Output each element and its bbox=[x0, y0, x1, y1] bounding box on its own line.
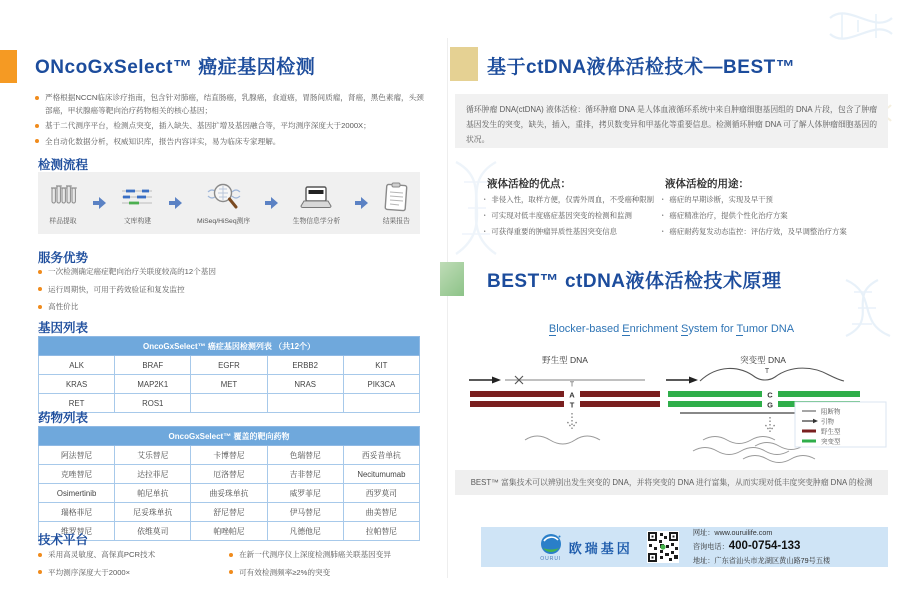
table-row bbox=[39, 394, 420, 413]
list-item bbox=[229, 567, 438, 580]
ourui-logo-icon bbox=[539, 532, 563, 556]
wild-type-label: 野生型 DNA bbox=[542, 355, 588, 365]
uses-text: 癌症耐药复发动态监控：评估疗效，及早调整治疗方案 bbox=[669, 226, 847, 236]
wild-product-wave bbox=[525, 436, 600, 444]
arrow-right-icon bbox=[93, 197, 106, 209]
process-flow-box bbox=[38, 172, 420, 234]
website-label: 网址： bbox=[692, 527, 715, 537]
dotted-down-arrow-icon bbox=[568, 413, 577, 429]
process-step-label: 生物信息学分析 bbox=[292, 217, 341, 225]
list-item bbox=[38, 284, 418, 297]
process-step bbox=[120, 182, 154, 225]
list-item bbox=[481, 192, 659, 208]
bullet-icon: ・ bbox=[659, 210, 667, 220]
uses-list bbox=[659, 192, 884, 240]
process-step-label: 文库构建 bbox=[123, 217, 152, 225]
pros-list bbox=[481, 192, 659, 240]
gene-cell: KIT bbox=[343, 356, 419, 375]
sample-tubes-icon bbox=[48, 182, 78, 212]
platform-text: 可有效检测频率≥2%的突变 bbox=[239, 567, 331, 577]
dotted-down-arrow-icon bbox=[766, 417, 775, 432]
company-name: 欧瑞基因 bbox=[568, 540, 633, 556]
dna-watermark-icon bbox=[828, 6, 894, 58]
primer-arrow-icon bbox=[469, 377, 501, 384]
gene-cell: ALK bbox=[39, 356, 115, 375]
table-row bbox=[39, 465, 420, 484]
table-row bbox=[39, 375, 420, 394]
bullet-icon bbox=[38, 570, 42, 574]
drug-cell: 帕唑帕尼 bbox=[191, 522, 267, 541]
gene-cell bbox=[343, 394, 419, 413]
address-value: 广东省汕头市龙湖区黄山路79号五楼 bbox=[714, 555, 831, 565]
drug-cell: 吉非替尼 bbox=[267, 465, 343, 484]
drug-table bbox=[38, 426, 420, 541]
qr-code bbox=[647, 531, 679, 563]
process-step-label: 结果报告 bbox=[382, 217, 410, 225]
drug-cell: 达拉菲尼 bbox=[115, 465, 191, 484]
legend-label: 野生型 bbox=[821, 428, 841, 436]
table-row bbox=[39, 484, 420, 503]
ctdna-description-box: 循环肿瘤 DNA(ctDNA) 液体活检：循环肿瘤 DNA 是人体血液循环系统中来自肿瘤细胞基因组的 DNA 片段，包含了肿瘤基因发生的突变，缺失，插入，重排，拷贝数变异和甲基化等重要信息。检测循环肿瘤 DNA 可了解人体肿瘤细胞基因的状况。 bbox=[455, 94, 888, 148]
principle-title: BEST™ ctDNA液体活检技术原理 bbox=[487, 271, 782, 292]
gene-table bbox=[38, 336, 420, 413]
bullet-icon bbox=[35, 124, 39, 128]
gene-cell: BRAF bbox=[115, 356, 191, 375]
bullet-icon bbox=[38, 305, 42, 309]
website-value: www.ouruilife.com bbox=[714, 527, 773, 537]
library-fragments-icon bbox=[120, 182, 154, 212]
bullet-icon: ・ bbox=[659, 226, 667, 236]
principle-title-accent bbox=[440, 262, 464, 296]
table-row bbox=[39, 522, 420, 541]
bullet-icon bbox=[38, 270, 42, 274]
drug-cell: 依维莫司 bbox=[115, 522, 191, 541]
best-summary-bar: BEST™ 富集技术可以辨别出发生突变的 DNA，并将突变的 DNA 进行富集，从而实现对低丰度突变肿瘤 DNA 的检测 bbox=[455, 470, 888, 495]
wild-base-top: A bbox=[569, 390, 575, 400]
drug-cell: 维罗替尼 bbox=[39, 522, 115, 541]
list-item bbox=[229, 549, 438, 562]
bullet-icon bbox=[35, 139, 39, 143]
drug-cell: 威罗菲尼 bbox=[267, 484, 343, 503]
company-name-en: OURUI bbox=[540, 556, 562, 562]
drug-cell: 西罗莫司 bbox=[343, 484, 419, 503]
intro-bullet-list bbox=[35, 92, 427, 148]
right-title-accent bbox=[450, 47, 478, 81]
pros-text: 可获得重要的肿瘤异质性基因突变信息 bbox=[491, 226, 618, 236]
arrow-right-icon bbox=[265, 197, 278, 209]
list-item bbox=[481, 224, 659, 240]
arrow-right-icon bbox=[169, 197, 182, 209]
list-item bbox=[38, 567, 217, 580]
mutant-type-label: 突变型 DNA bbox=[740, 355, 786, 365]
drug-cell: 西妥昔单抗 bbox=[343, 446, 419, 465]
list-item bbox=[35, 120, 427, 133]
bullet-icon bbox=[38, 287, 42, 291]
page-title-right: 基于ctDNA液体活检技术—BEST™ bbox=[487, 57, 796, 78]
column-divider bbox=[447, 38, 448, 578]
primer-arrow-icon bbox=[666, 377, 698, 384]
drug-cell: Necitumumab bbox=[343, 465, 419, 484]
pros-heading: 液体活检的优点： bbox=[487, 178, 571, 190]
gene-cell: RET bbox=[39, 394, 115, 413]
section-heading-drugs: 药物列表 bbox=[38, 411, 89, 425]
gene-table-header: OncoGxSelect™ 癌症基因检测列表 （共12个） bbox=[39, 337, 420, 356]
list-item bbox=[659, 224, 884, 240]
drug-cell: Osimertinib bbox=[39, 484, 115, 503]
report-clipboard-icon bbox=[383, 182, 409, 212]
list-item bbox=[35, 136, 427, 149]
table-row bbox=[39, 356, 420, 375]
process-step-label: MiSeq/HiSeq测序 bbox=[196, 217, 251, 225]
process-step-label: 样品提取 bbox=[49, 217, 77, 225]
phone-label: 咨询电话： bbox=[692, 542, 729, 552]
platform-text: 平均测序深度大于2000× bbox=[48, 567, 131, 577]
drug-cell: 厄洛替尼 bbox=[191, 465, 267, 484]
principle-subtitle: Blocker-based Enrichment System for Tumor DNA bbox=[548, 323, 795, 335]
drug-cell: 瑞格菲尼 bbox=[39, 503, 115, 522]
drug-cell: 尼妥珠单抗 bbox=[115, 503, 191, 522]
bullet-icon: ・ bbox=[659, 195, 667, 204]
gene-cell: MAP2K1 bbox=[115, 375, 191, 394]
wild-base-bottom: T bbox=[569, 400, 575, 410]
advantage-text: 一次检测确定癌症靶向治疗关联度较高的12个基因 bbox=[48, 267, 216, 276]
contact-block bbox=[693, 528, 830, 567]
address-line bbox=[693, 556, 830, 567]
section-heading-advantages: 服务优势 bbox=[38, 251, 89, 265]
wild-mut-mark: T bbox=[569, 381, 575, 389]
gene-cell: ERBB2 bbox=[267, 356, 343, 375]
drug-cell: 阿法替尼 bbox=[39, 446, 115, 465]
displaced-blocker-curve bbox=[700, 368, 844, 381]
drug-cell: 舒尼替尼 bbox=[191, 503, 267, 522]
drug-cell: 伊马替尼 bbox=[267, 503, 343, 522]
website-line bbox=[693, 528, 830, 539]
list-item bbox=[481, 208, 659, 224]
pros-text: 非侵入性，取样方便，仅需外周血，不受癌种限制 bbox=[491, 195, 655, 204]
platform-text: 在新一代测序仪上深度检测肺癌关联基因变异 bbox=[239, 550, 391, 559]
gene-cell bbox=[267, 394, 343, 413]
process-step bbox=[383, 182, 410, 225]
gene-cell: ROS1 bbox=[115, 394, 191, 413]
gene-cell: MET bbox=[191, 375, 267, 394]
mutant-base-bottom: G bbox=[767, 400, 773, 410]
magnifier-sequencing-icon bbox=[207, 182, 241, 212]
uses-text: 癌症的早期诊断，实现及早干预 bbox=[669, 195, 773, 204]
list-item bbox=[659, 208, 884, 224]
list-item bbox=[659, 192, 884, 208]
bullet-icon: ・ bbox=[481, 195, 489, 204]
drug-cell: 克唑替尼 bbox=[39, 465, 115, 484]
mutant-mut-mark: T bbox=[764, 368, 770, 375]
left-title-accent bbox=[0, 50, 17, 83]
platform-lists bbox=[38, 549, 438, 579]
list-item bbox=[38, 301, 418, 314]
process-step bbox=[48, 182, 78, 225]
table-row bbox=[39, 503, 420, 522]
drug-cell: 凡德他尼 bbox=[267, 522, 343, 541]
drug-cell: 曲美替尼 bbox=[343, 503, 419, 522]
advantages-list bbox=[38, 266, 418, 314]
phone-value: 400-0754-133 bbox=[728, 540, 801, 553]
page-title-left: ONcoGxSelect™ 癌症基因检测 bbox=[35, 57, 316, 78]
drug-cell: 卡博替尼 bbox=[191, 446, 267, 465]
drug-cell: 曲妥珠单抗 bbox=[191, 484, 267, 503]
bullet-icon bbox=[229, 570, 233, 574]
drug-cell: 艾乐替尼 bbox=[115, 446, 191, 465]
drug-table-header: OncoGxSelect™ 覆盖的靶向药物 bbox=[39, 427, 420, 446]
best-principle-diagram bbox=[455, 350, 888, 468]
intro-bullet-text: 基于二代测序平台，检测点突变，插入缺失、基因扩增及基因融合等，平均测序深度大于2000X； bbox=[45, 121, 371, 131]
platform-text: 采用高灵敏度、高保真PCR技术 bbox=[48, 550, 156, 559]
diagram-legend bbox=[795, 402, 886, 447]
intro-bullet-text: 严格根据NCCN临床诊疗指南，包含针对肺癌，结直肠癌，乳腺癌，食道癌，胃肠间质瘤，肾癌，黑色素瘤，头颈部癌，甲状腺癌等靶向治疗药物相关的核心基因； bbox=[45, 93, 424, 115]
section-heading-process: 检测流程 bbox=[38, 158, 89, 172]
drug-cell: 拉帕替尼 bbox=[343, 522, 419, 541]
drug-cell: 色瑞替尼 bbox=[267, 446, 343, 465]
gene-cell: KRAS bbox=[39, 375, 115, 394]
bullet-icon: ・ bbox=[481, 210, 489, 220]
section-heading-genes: 基因列表 bbox=[38, 321, 89, 335]
intro-bullet-text: 全自动化数据分析，权威知识库，报告内容详实，易为临床专家理解。 bbox=[45, 136, 281, 146]
bullet-icon bbox=[229, 553, 233, 557]
legend-label: 阻断物 bbox=[821, 408, 841, 416]
gene-cell bbox=[191, 394, 267, 413]
list-item bbox=[35, 92, 427, 117]
legend-label: 突变型 bbox=[821, 438, 841, 446]
drug-cell: 帕尼单抗 bbox=[115, 484, 191, 503]
uses-text: 癌症精准治疗，提供个性化治疗方案 bbox=[669, 210, 788, 220]
section-heading-platform: 技术平台 bbox=[38, 533, 89, 547]
gene-cell: PIK3CA bbox=[343, 375, 419, 394]
platform-col2 bbox=[229, 549, 438, 579]
company-brand bbox=[539, 532, 633, 562]
advantage-text: 高性价比 bbox=[48, 302, 79, 312]
table-row bbox=[39, 446, 420, 465]
legend-label: 引物 bbox=[821, 418, 834, 426]
bullet-icon bbox=[35, 96, 39, 100]
process-step bbox=[197, 182, 250, 225]
platform-col1 bbox=[38, 549, 217, 579]
wild-dna-strands bbox=[470, 391, 660, 407]
mutant-base-top: C bbox=[767, 390, 773, 400]
arrow-right-icon bbox=[355, 197, 368, 209]
bullet-icon bbox=[38, 553, 42, 557]
process-step bbox=[293, 182, 341, 225]
advantage-text: 运行周期快，可用于药效验证和复发监控 bbox=[48, 284, 185, 294]
gene-cell: NRAS bbox=[267, 375, 343, 394]
list-item bbox=[38, 549, 217, 562]
gene-cell: EGFR bbox=[191, 356, 267, 375]
laptop-analysis-icon bbox=[299, 182, 333, 212]
phone-line bbox=[693, 538, 830, 555]
address-label: 地址： bbox=[692, 555, 715, 565]
bullet-icon: ・ bbox=[481, 226, 489, 236]
pros-text: 可实现对低丰度癌症基因突变的检测和监测 bbox=[491, 210, 632, 220]
uses-heading: 液体活检的用途： bbox=[665, 178, 749, 190]
footer-bar bbox=[481, 527, 888, 567]
list-item bbox=[38, 266, 418, 279]
